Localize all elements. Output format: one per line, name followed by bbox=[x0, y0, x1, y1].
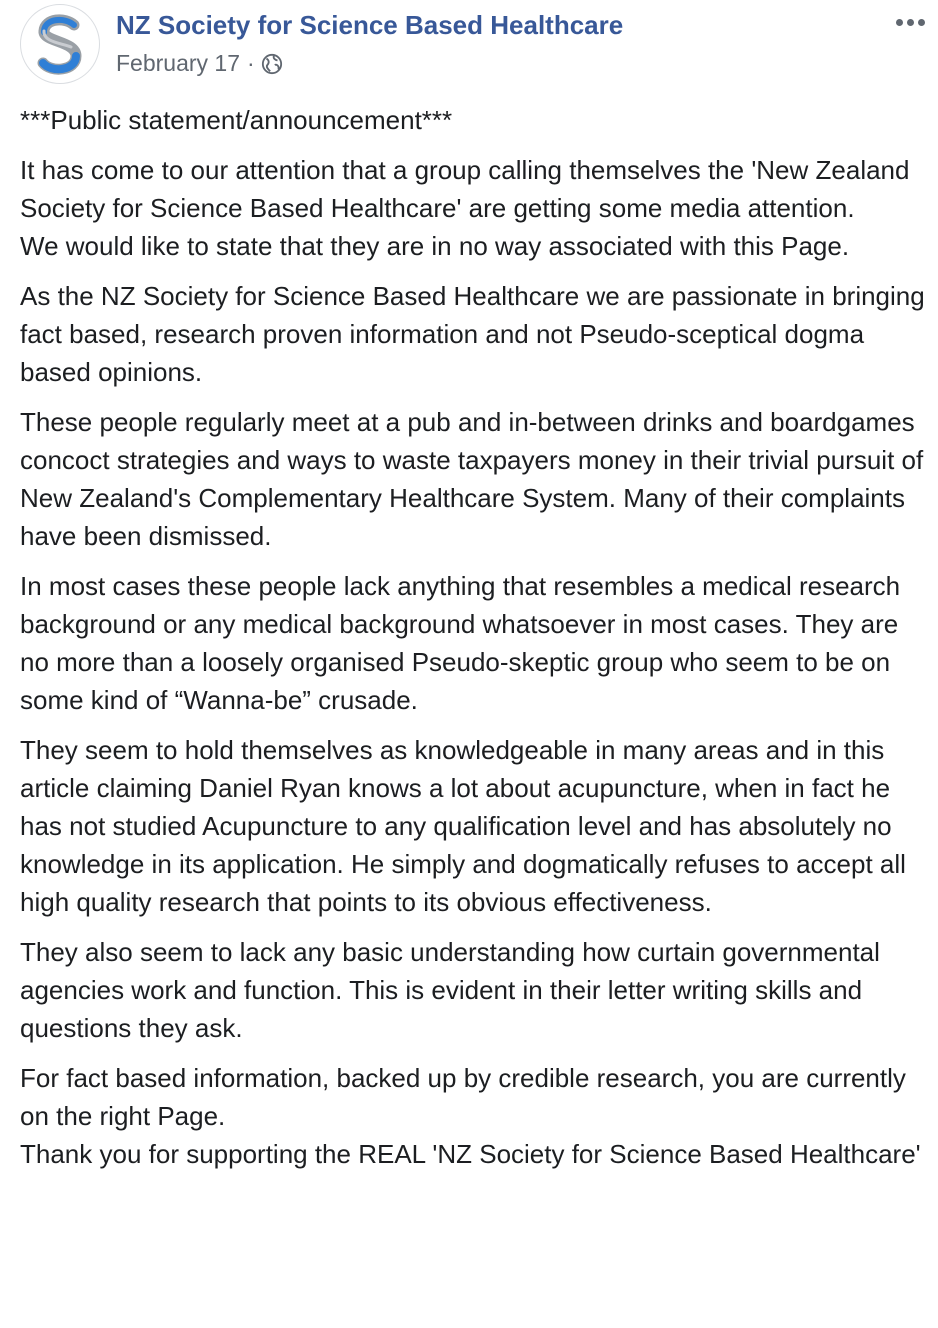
post-text-line: We would like to state that they are in no way associated with this Page. bbox=[20, 231, 850, 261]
post-paragraph bbox=[20, 151, 925, 265]
post-paragraph bbox=[20, 933, 925, 1047]
post-meta bbox=[116, 50, 283, 77]
more-options-icon[interactable] bbox=[890, 12, 930, 32]
more-dot bbox=[896, 19, 903, 26]
post-text-line: For fact based information, backed up by credible research, you are currently on the right Page. bbox=[20, 1063, 906, 1131]
globe-icon[interactable] bbox=[261, 53, 283, 75]
more-dot bbox=[918, 19, 925, 26]
post-date-link[interactable]: February 17 bbox=[116, 50, 241, 76]
post-text-line: In most cases these people lack anything that resembles a medical research background or any medical background whatsoever in most cases. They are no more than a loosely organised Pseudo-skeptic group who seem to be on some kind of “Wanna-be” crusade. bbox=[20, 571, 901, 715]
post-text-line: These people regularly meet at a pub and in-between drinks and boardgames concoct strategies and ways to waste taxpayers money in their trivial pursuit of New Zealand's Complementary Healthcare System. Many of their complaints have been dismissed. bbox=[20, 407, 924, 551]
post-paragraph bbox=[20, 731, 925, 921]
page-name-link[interactable]: NZ Society for Science Based Healthcare bbox=[116, 10, 624, 40]
post-body bbox=[20, 101, 925, 1185]
post-text-line: It has come to our attention that a group calling themselves the 'New Zealand Society for Science Based Healthcare' are getting some media attention. bbox=[20, 155, 910, 223]
post-header bbox=[20, 4, 920, 84]
more-dot bbox=[907, 19, 914, 26]
post-paragraph bbox=[20, 403, 925, 555]
bottom-fade bbox=[0, 1288, 938, 1328]
post-text-line: They seem to hold themselves as knowledgeable in many areas and in this article claiming Daniel Ryan knows a lot about acupuncture, when in fact he has not studied Acupuncture to any qualification level and has absolutely no knowledge in its application. He simply and dogmatically refuses to accept all high quality research that points to its obvious effectiveness. bbox=[20, 735, 906, 917]
s-logo-icon bbox=[21, 5, 99, 83]
post-paragraph bbox=[20, 277, 925, 391]
post-paragraph bbox=[20, 1059, 925, 1173]
post-paragraph bbox=[20, 567, 925, 719]
post-text-line: They also seem to lack any basic understanding how curtain governmental agencies work and function. This is evident in their letter writing skills and questions they ask. bbox=[20, 937, 880, 1043]
post-text-line: As the NZ Society for Science Based Healthcare we are passionate in bringing fact based, research proven information and not Pseudo-sceptical dogma based opinions. bbox=[20, 281, 925, 387]
post-text-line: Thank you for supporting the REAL 'NZ Society for Science Based Healthcare' bbox=[20, 1139, 921, 1169]
post-text-line: ***Public statement/announcement*** bbox=[20, 105, 453, 135]
post-paragraph bbox=[20, 101, 925, 139]
meta-separator: · bbox=[247, 50, 255, 76]
page-avatar[interactable] bbox=[20, 4, 100, 84]
